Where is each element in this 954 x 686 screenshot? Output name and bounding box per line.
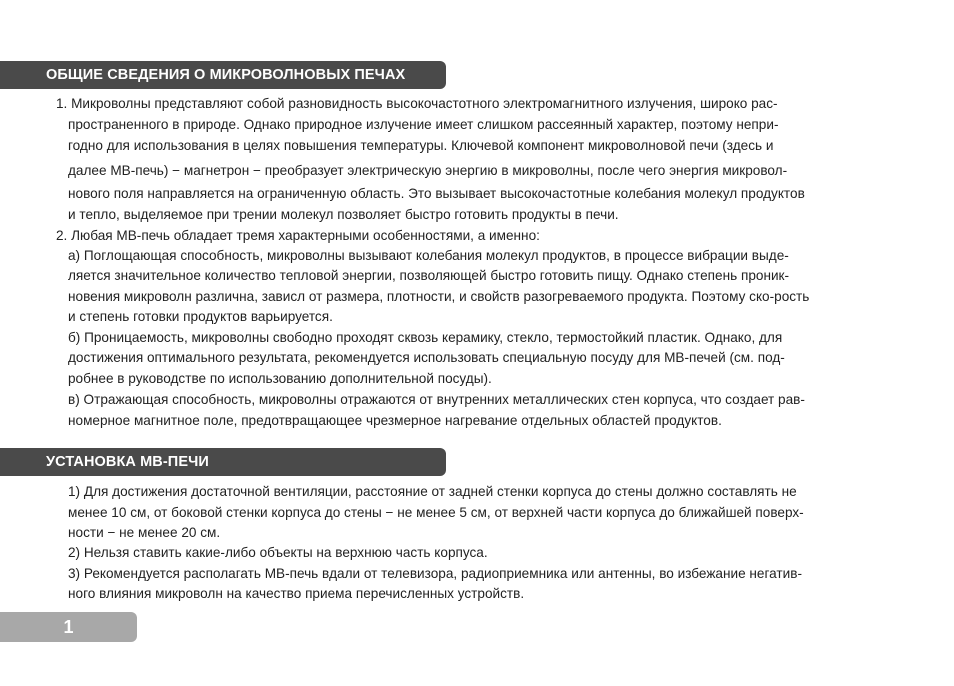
section-header-general bbox=[0, 61, 446, 89]
page-number bbox=[0, 612, 137, 642]
paragraph-line: номерное магнитное поле, предотвращающее чрезмерное нагревание отдельных областей продуктов. bbox=[68, 413, 722, 428]
section-title-installation: УСТАНОВКА МВ-ПЕЧИ bbox=[46, 454, 209, 470]
section-title-general: ОБЩИЕ СВЕДЕНИЯ О МИКРОВОЛНОВЫХ ПЕЧАХ bbox=[46, 67, 406, 83]
paragraph-line: достижения оптимального результата, рекомендуется использовать специальную посуду для МВ-печей (см. под- bbox=[68, 350, 785, 365]
section-header-installation bbox=[0, 448, 446, 476]
paragraph-line: 1. Микроволны представляют собой разновидность высокочастотного электромагнитного излучения, широко рас- bbox=[56, 96, 778, 111]
paragraph-line: 2) Нельзя ставить какие-либо объекты на верхнюю часть корпуса. bbox=[68, 545, 488, 560]
paragraph-line: новения микроволн различна, зависл от размера, плотности, и свойств разогреваемого продукта. Поэтому ско-рость bbox=[68, 289, 810, 304]
paragraph-line: робнее в руководстве по использованию дополнительной посуды). bbox=[68, 371, 492, 386]
paragraph-line: далее МВ-печь) − магнетрон − преобразует электрическую энергию в микроволны, после чего энергия микровол- bbox=[68, 163, 788, 178]
paragraph-line: 2. Любая МВ-печь обладает тремя характерными особенностями, а именно: bbox=[56, 228, 540, 243]
paragraph-line: ного влияния микроволн на качество приема перечисленных устройств. bbox=[68, 586, 525, 601]
paragraph-line: 1) Для достижения достаточной вентиляции, расстояние от задней стенки корпуса до стены должно составлять не bbox=[68, 484, 797, 499]
paragraph-line: пространенного в природе. Однако природное излучение имеет слишком рассеянный характер, поэтому непри- bbox=[68, 117, 779, 132]
paragraph-line: в) Отражающая способность, микроволны отражаются от внутренних металлических стен корпуса, что создает рав- bbox=[68, 392, 805, 407]
paragraph-line: ности − не менее 20 см. bbox=[68, 525, 221, 540]
paragraph-line: менее 10 см, от боковой стенки корпуса до стены − не менее 5 см, от верхней части корпуса до ближайшей поверх- bbox=[68, 505, 804, 520]
paragraph-line: и степень готовки продуктов варьируется. bbox=[68, 309, 333, 324]
paragraph-line: годно для использования в целях повышения температуры. Ключевой компонент микроволновой печи (здесь и bbox=[68, 138, 774, 153]
paragraph-line: и тепло, выделяемое при трении молекул позволяет быстро готовить продукты в печи. bbox=[68, 207, 619, 222]
paragraph-line: 3) Рекомендуется располагать МВ-печь вдали от телевизора, радиоприемника или антенны, во избежание негатив- bbox=[68, 566, 802, 581]
page-number-label: 1 bbox=[63, 617, 74, 637]
paragraph-line: а) Поглощающая способность, микроволны вызывают колебания молекул продуктов, в процессе вибрации выде- bbox=[68, 248, 789, 263]
paragraph-line: б) Проницаемость, микроволны свободно проходят сквозь керамику, стекло, термостойкий пластик. Однако, для bbox=[68, 330, 783, 345]
paragraph-line: нового поля направляется на ограниченную область. Это вызывает высокочастотные колебания молекул продуктов bbox=[68, 186, 805, 201]
paragraph-line: ляется значительное количество тепловой энергии, позволяющей быстро готовить пищу. Однако степень проник- bbox=[68, 268, 790, 283]
